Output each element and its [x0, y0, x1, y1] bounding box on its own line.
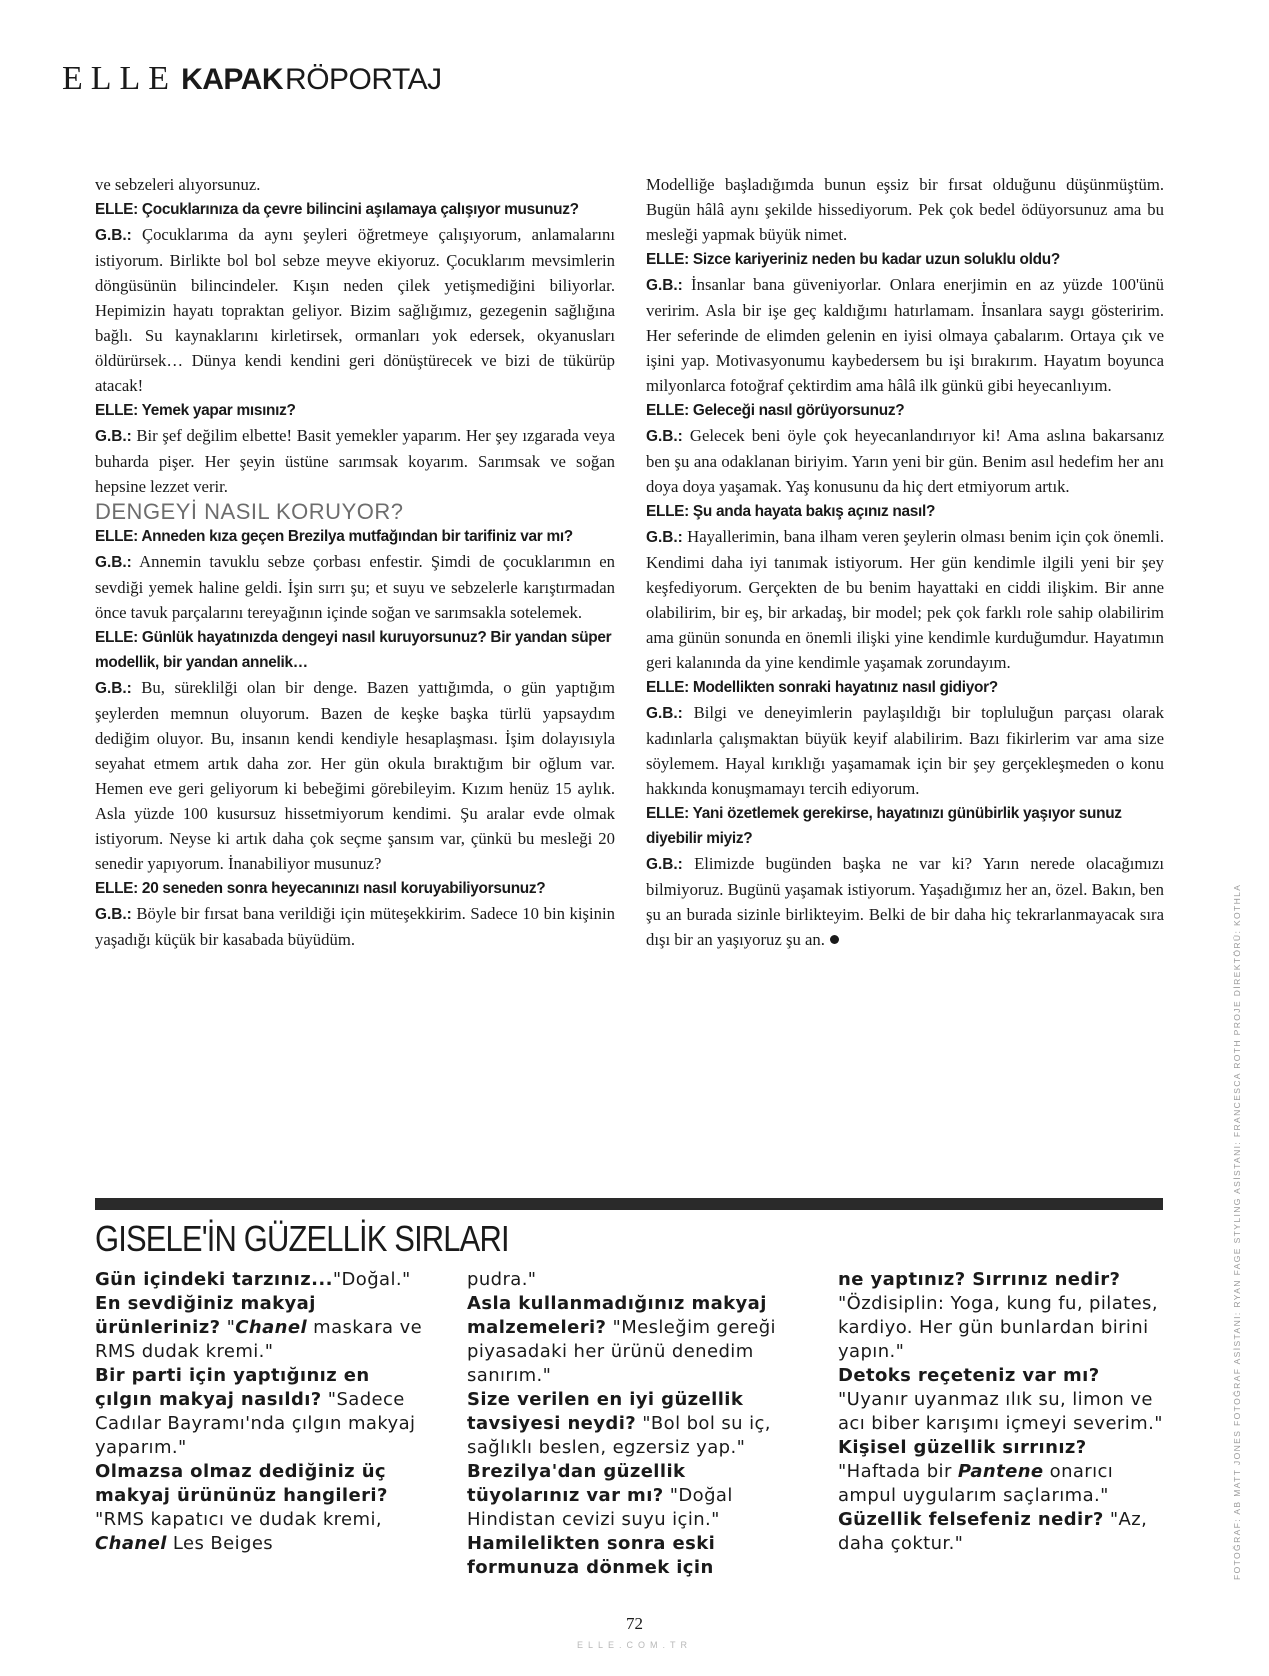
interview-answer [646, 272, 1164, 398]
interview-question: ELLE: Yemek yapar mısınız? [95, 402, 296, 419]
interview-question: ELLE: 20 seneden sonra heyecanınızı nasıl koruyabiliyorsunuz? [95, 880, 546, 897]
interview-question: ELLE: Çocuklarınıza da çevre bilincini aşılamaya çalışıyor musunuz? [95, 201, 579, 218]
beauty-question: Size verilen en iyi güzellik tavsiyesi neydi? [467, 1389, 744, 1434]
subsection-label: RÖPORTAJ [285, 63, 442, 96]
answer-text: Çocuklarıma da aynı şeyleri öğretmeye çalışıyorum, anlamalarını istiyorum. Birlikte bol bol sebze meyve ekiyoruz. Çocuklarım mevsimlerin döngüsünün bilincindeler. Kışın neden çilek yetişmediğini biliyorlar. Hepimizin hayatı topraktan geliyor. Bizim sağlığımız, gezegenin sağlığına bağlı. Su kaynaklarını kirletirsek, ormanları yok edersek, okyanusları öldürürsek… Dünya kendi kendini geri dönüştürecek ve bizi de tükürüp atacak! [95, 225, 615, 395]
brand-name: Chanel [235, 1317, 308, 1338]
beauty-answer: "Uyanır uyanmaz ılık su, limon ve acı biber karışımı içmeyi severim." [838, 1389, 1163, 1434]
beauty-question: Bir parti için yaptığınız en çılgın makyaj nasıldı? [95, 1365, 370, 1410]
speaker-label: G.B.: [95, 428, 132, 445]
interview-answer [95, 549, 615, 625]
beauty-question: Asla kullanmadığınız makyaj malzemeleri? [467, 1293, 767, 1338]
answer-text: Elimizde bugünden başka ne var ki? Yarın nerede olacağımızı bilmiyoruz. Bugünü yaşamak istiyorum. Yaşadığımız her an, özel. Bakın, ben şu an burada sizinle birlikteyim. Belki de bir daha hiç tekrarlanmayacak sıra dışı bir an yaşıyoruz şu an. [646, 854, 1164, 949]
beauty-answer: "Sadece Cadılar Bayramı'nda çılgın makyaj yaparım." [95, 1389, 416, 1458]
beauty-answer: "Bol bol su iç, sağlıklı beslen, egzersiz yap." [467, 1413, 771, 1458]
interview-left-column [95, 172, 615, 952]
page-header [62, 60, 442, 104]
interview-question: ELLE: Şu anda hayata bakış açınız nasıl? [646, 503, 936, 520]
beauty-column-1 [95, 1268, 425, 1556]
brand-name: Chanel [95, 1533, 167, 1554]
page-number: 72 [626, 1614, 643, 1633]
interview-answer [646, 700, 1164, 801]
speaker-label: G.B.: [646, 428, 683, 445]
answer-text: Bir şef değilim elbette! Basit yemekler yaparım. Her şey ızgarada veya buharda pişer. Her şeyin üstüne sarımsak koyarım. Sarımsak ve soğan hepsine lezzet verir. [95, 426, 615, 496]
interview-question: ELLE: Yani özetlemek gerekirse, hayatınızı günübirlik yaşıyor sunuz diyebilir miyiz? [646, 805, 1122, 847]
beauty-answer: "Özdisiplin: Yoga, kung fu, pilates, kardiyo. Her gün bunlardan birini yapın." [838, 1293, 1158, 1362]
answer-text: Bu, süreklilği olan bir denge. Bazen yattığımda, o gün yaptığım şeylerden memnun oluyorum. Bazen de keşke başka türlü yapsaydım dediğim oluyor. Bu, insanın kendi kendiyle hesaplaşması. İşim dolayısıyla seyahat etmem artık daha zor. Her gün okula bıraktığım bir oğlum var. Hemen eve geri geliyorum ki bebeğimi görebileyim. Kızım henüz 15 aylık. Asla yüzde 100 kusursuz hissetmiyorum kendimi. Şu aralar evde olmak istiyorum. Neyse ki artık daha çok seçme şansım var, çünkü bu mesleği 20 senedir yapıyorum. İnanabiliyor musunuz? [95, 678, 615, 873]
interview-answer [646, 851, 1164, 952]
speaker-label: G.B.: [95, 906, 132, 923]
beauty-question: Olmazsa olmaz dediğiniz üç makyaj ürününüz hangileri? [95, 1461, 388, 1506]
interview-answer [95, 675, 615, 876]
section-divider [95, 1198, 1163, 1210]
beauty-answer: " [220, 1317, 236, 1338]
beauty-answer: pudra." [467, 1269, 537, 1290]
interview-question: ELLE: Anneden kıza geçen Brezilya mutfağından bir tarifiniz var mı? [95, 528, 573, 545]
beauty-answer: "Az, daha çoktur." [838, 1509, 1148, 1554]
interview-answer [646, 524, 1164, 675]
beauty-question: Detoks reçeteniz var mı? [838, 1365, 1100, 1386]
beauty-answer: onarıcı ampul uygularım saçlarıma." [838, 1461, 1114, 1506]
beauty-answer: "Haftada bir [838, 1461, 958, 1482]
beauty-answer: "Doğal." [332, 1269, 411, 1290]
body-text: ve sebzeleri alıyorsunuz. [95, 175, 261, 194]
beauty-question: Güzellik felsefeniz nedir? [838, 1509, 1104, 1530]
interview-question: ELLE: Geleceği nasıl görüyorsunuz? [646, 402, 905, 419]
beauty-answer: Les Beiges [166, 1533, 274, 1554]
elle-logo: ELLE [62, 60, 178, 97]
end-mark-icon [830, 935, 839, 944]
speaker-label: G.B.: [646, 856, 683, 873]
speaker-label: G.B.: [95, 680, 132, 697]
answer-text: Gelecek beni öyle çok heyecanlandırıyor ki! Ama aslına bakarsanız ben şu ana odaklanan biriyim. Yarın yeni bir gün. Benim asıl hedefim her anı doya doya yaşamak. Yaş konusunu da hiç dert etmiyorum artık. [646, 426, 1164, 496]
answer-text: İnsanlar bana güveniyorlar. Onlara enerjimin en az yüzde 100'ünü veririm. Asla bir işe geç kaldığımı hatırlamam. İnsanlara saygı gösteririm. Her seferinde de elimden gelenin en iyisi olmaya çabalarım. Ortaya çık ve işini yap. Motivasyonumu kaybedersem bu işi bırakırım. Hayatım boyunca milyonlarca fotoğraf çektirdim ama hâlâ ilk günkü gibi heyecanlıyım. [646, 275, 1164, 395]
answer-text: Hayallerimin, bana ilham veren şeylerin olması benim için çok önemli. Kendimi daha iyi tanımak istiyorum. Her gün kendimle ilgili yeni bir şey keşfediyorum. Gerçekten de bu benim hayattaki en ciddi ilişkim. Bir anne olabilirim, bir eş, bir arkadaş, bir model; pek çok farklı role sahip olabilirim ama günün sonunda en önemli ilişki yine kendimle kurduğumdur. Hayatımın geri kalanında da yine kendimle yaşamak zorundayım. [646, 527, 1164, 672]
interview-right-column [646, 172, 1164, 952]
beauty-answer: "RMS kapatıcı ve dudak kremi, [95, 1509, 382, 1530]
interview-answer [646, 423, 1164, 499]
beauty-column-2 [467, 1268, 797, 1580]
footer-issue: ELLE.COM.TR [576, 1640, 692, 1650]
beauty-answer: "Doğal Hindistan cevizi suyu için." [467, 1485, 733, 1530]
section-label: KAPAK [181, 63, 284, 96]
brand-name: Pantene [957, 1461, 1044, 1482]
speaker-label: G.B.: [95, 554, 132, 571]
beauty-question: Kişisel güzellik sırrınız? [838, 1437, 1087, 1458]
section-subheading: DENGEYİ NASIL KORUYOR? [95, 499, 404, 524]
interview-question: ELLE: Sizce kariyeriniz neden bu kadar uzun soluklu oldu? [646, 251, 1060, 268]
interview-answer [95, 222, 615, 398]
beauty-answer: maskara ve RMS dudak kremi." [95, 1317, 423, 1362]
speaker-label: G.B.: [646, 705, 683, 722]
speaker-label: G.B.: [95, 227, 132, 244]
beauty-question: Gün içindeki tarzınız... [95, 1269, 333, 1290]
beauty-question: ne yaptınız? Sırrınız nedir? [838, 1269, 1121, 1290]
beauty-question: En sevdiğiniz makyaj ürünleriniz? [95, 1293, 316, 1338]
answer-text: Bilgi ve deneyimlerin paylaşıldığı bir topluluğun parçası olarak kadınlarla çalışmaktan büyük keyif alabilirim. Bazı fikirlerim var ama size söylemem. Hayal kırıklığı yaşamamak için bir şey gerçekleşmeden o konu hakkında konuşmamayı tercih ediyorum. [646, 703, 1164, 798]
speaker-label: G.B.: [646, 277, 683, 294]
interview-question: ELLE: Modellikten sonraki hayatınız nasıl gidiyor? [646, 679, 998, 696]
interview-answer [95, 901, 615, 952]
beauty-column-3 [838, 1268, 1168, 1556]
interview-question: ELLE: Günlük hayatınızda dengeyi nasıl kuruyorsunuz? Bir yandan süper modellik, bir yandan annelik… [95, 629, 612, 671]
body-text: Modelliğe başladığımda bunun eşsiz bir fırsat olduğunu düşünmüştüm. Bugün hâlâ aynı şekilde hissediyorum. Pek çok bedel ödüyorsunuz ama bu mesleği yapmak büyük nimet. [646, 175, 1164, 244]
answer-text: Annemin tavuklu sebze çorbası enfestir. Şimdi de çocuklarımın en sevdiği yemek haline geldi. İşin sırrı şu; et suyu ve sebzelerle karıştırmadan önce tavuk parçalarını tereyağının içinde soğan ve sarımsakla sotelemek. [95, 552, 615, 622]
beauty-secrets-title: GISELE'İN GÜZELLİK SIRLARI [95, 1218, 509, 1259]
beauty-answer: "Mesleğim gereği piyasadaki her ürünü denedim sanırım." [467, 1317, 776, 1386]
beauty-question: Hamilelikten sonra eski formunuza dönmek için [467, 1533, 716, 1578]
answer-text: Böyle bir fırsat bana verildiği için müteşekkirim. Sadece 10 bin kişinin yaşadığı küçük bir kasabada büyüdüm. [95, 904, 615, 949]
photo-credit: FOTOĞRAF: AB MATT JONES FOTOĞRAF ASİSTANI: RYAN FAGE STYLING ASİSTANI: FRANCESCA ROTH PROJE DİREKTÖRÜ: KOTHLA [1232, 883, 1242, 1580]
interview-answer [95, 423, 615, 499]
speaker-label: G.B.: [646, 529, 683, 546]
beauty-question: Brezilya'dan güzellik tüyolarınız var mı? [467, 1461, 686, 1506]
